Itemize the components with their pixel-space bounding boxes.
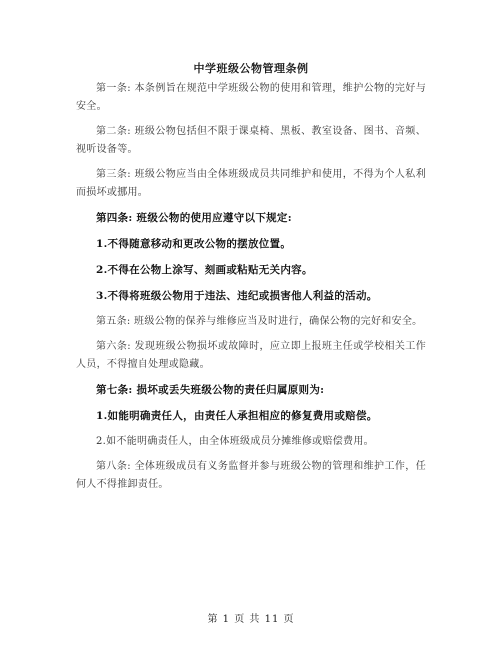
article-7: 第七条: 损坏或丢失班级公物的责任归属原则为: xyxy=(96,384,325,396)
page-footer: 第 1 页 共 11 页 xyxy=(207,614,295,625)
article-1: 第一条: 本条例旨在规范中学班级公物的使用和管理，维护公物的完好与安全。 xyxy=(76,83,426,112)
article-2: 第二条: 班级公物包括但不限于课桌椅、黑板、教室设备、图书、音频、视听设备等。 xyxy=(76,126,426,155)
article-5: 第五条: 班级公物的保养与维修应当及时进行，确保公物的完好和安全。 xyxy=(96,316,423,327)
article-8: 第八条: 全体班级成员有义务监督并参与班级公物的管理和维护工作，任何人不得推卸责任。 xyxy=(76,461,426,490)
article-7-item-2: 2.如不能明确责任人，由全体班级成员分摊维修或赔偿费用。 xyxy=(96,436,374,447)
document-body xyxy=(76,80,426,501)
article-4: 第四条: 班级公物的使用应遵守以下规定: xyxy=(96,212,292,224)
article-3: 第三条: 班级公物应当由全体班级成员共同维护和使用，不得为个人私利而损坏或挪用。 xyxy=(76,169,426,198)
article-4-item-3: 3.不得将班级公物用于违法、违纪或损害他人利益的活动。 xyxy=(96,290,378,302)
article-7-item-1: 1.如能明确责任人，由责任人承担相应的修复费用或赔偿。 xyxy=(96,410,378,422)
article-4-item-1: 1.不得随意移动和更改公物的摆放位置。 xyxy=(96,238,292,250)
document-title: 中学班级公物管理条例 xyxy=(193,62,309,75)
article-6: 第六条: 发现班级公物损坏或故障时，应立即上报班主任或学校相关工作人员，不得擅自处理或隐藏。 xyxy=(76,341,426,370)
article-4-item-2: 2.不得在公物上涂写、刻画或粘贴无关内容。 xyxy=(96,264,313,276)
